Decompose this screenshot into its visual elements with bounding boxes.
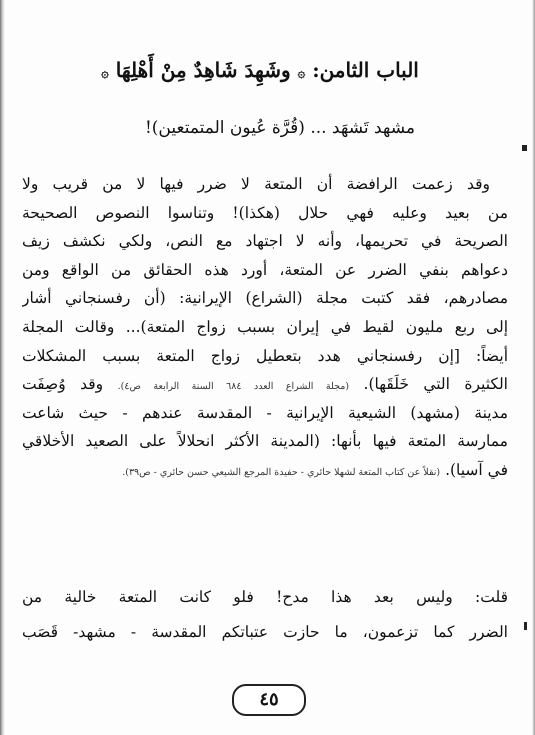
- page-binding-edge: [0, 0, 5, 735]
- qult-paragraph: [22, 580, 508, 650]
- footnote-sharaa: (مجلة الشراع العدد ٦٨٤ السنة الرابعة ص٤).: [117, 381, 350, 393]
- margin-mark: [524, 622, 527, 630]
- body-line: من بعيد وعليه فهي حلال (هكذا)! وتناسوا النصوص الصحيحة: [22, 203, 508, 222]
- body-line: دعواهم بنفي الضرر عن المتعة، أورد هذه الحقائق من الواقع ومن: [22, 260, 508, 279]
- body-line: أيضاً: [إن رفسنجاني هدد بتعطيل زواج المتعة بسبب المشكلات: [22, 346, 508, 365]
- chapter-quote: وشَهِدَ شَاهِدٌ مِنْ أَهْلِهَا: [115, 58, 291, 82]
- qult-line: قلت: وليس بعد هذا مدح! فلو كانت المتعة خالية من: [22, 588, 508, 606]
- margin-mark: [522, 145, 527, 151]
- body-paragraph: [22, 170, 508, 485]
- qult-line: الضرر كما تزعمون، ما حازت عتباتكم المقدسة - مشهد- قَصَب: [22, 623, 508, 641]
- body-line-with-footnote: [22, 456, 508, 485]
- body-line-text: الكثيرة التي خَلَقَها).: [363, 375, 508, 394]
- body-line: إلى ربع مليون لقيط في إيران بسبب زواج المتعة)... وقالت المجلة: [22, 317, 508, 336]
- body-line: الصريحة في تحريمها، وأنه لا اجتهاد مع النص، ولكي نكشف زيف: [22, 232, 508, 251]
- body-line-text: في آسيا).: [445, 460, 508, 479]
- chapter-heading: الباب الثامن:: [312, 58, 419, 82]
- body-line-with-footnote: [22, 370, 508, 399]
- body-line: وقد زعمت الرافضة أن المتعة لا ضرر فيها لا من قريب ولا: [22, 175, 490, 193]
- body-line: مدينة (مشهد) الشيعية الإيرانية - المقدسة عندهم - حيث شاعت: [22, 403, 508, 422]
- body-line: ممارسة المتعة فيها بأنها: (المدينة الأكثر انحلالاً على الصعيد الأخلاقي: [22, 432, 508, 451]
- footnote-source: (نقلاً عن كتاب المتعة لشهلا حائري - حفيدة المرجع الشيعي حسن حائري - ص٣٩).: [122, 466, 441, 478]
- ornament-open-icon: ۞: [297, 66, 306, 81]
- body-line-tail: وقد وُصِفَت: [22, 375, 104, 394]
- body-line: مصادرهم، فقد كتبت مجلة (الشراع) الإيرانية: (أن رفسنجاني أشار: [22, 289, 508, 308]
- ornament-close-icon: ۞: [101, 66, 109, 81]
- section-subtitle: مشهد تَشهَد ... (قُرَّة عُيون المتمتعين)!: [144, 118, 416, 138]
- page-number-badge: ٤٥: [232, 684, 306, 716]
- chapter-title: [20, 58, 500, 82]
